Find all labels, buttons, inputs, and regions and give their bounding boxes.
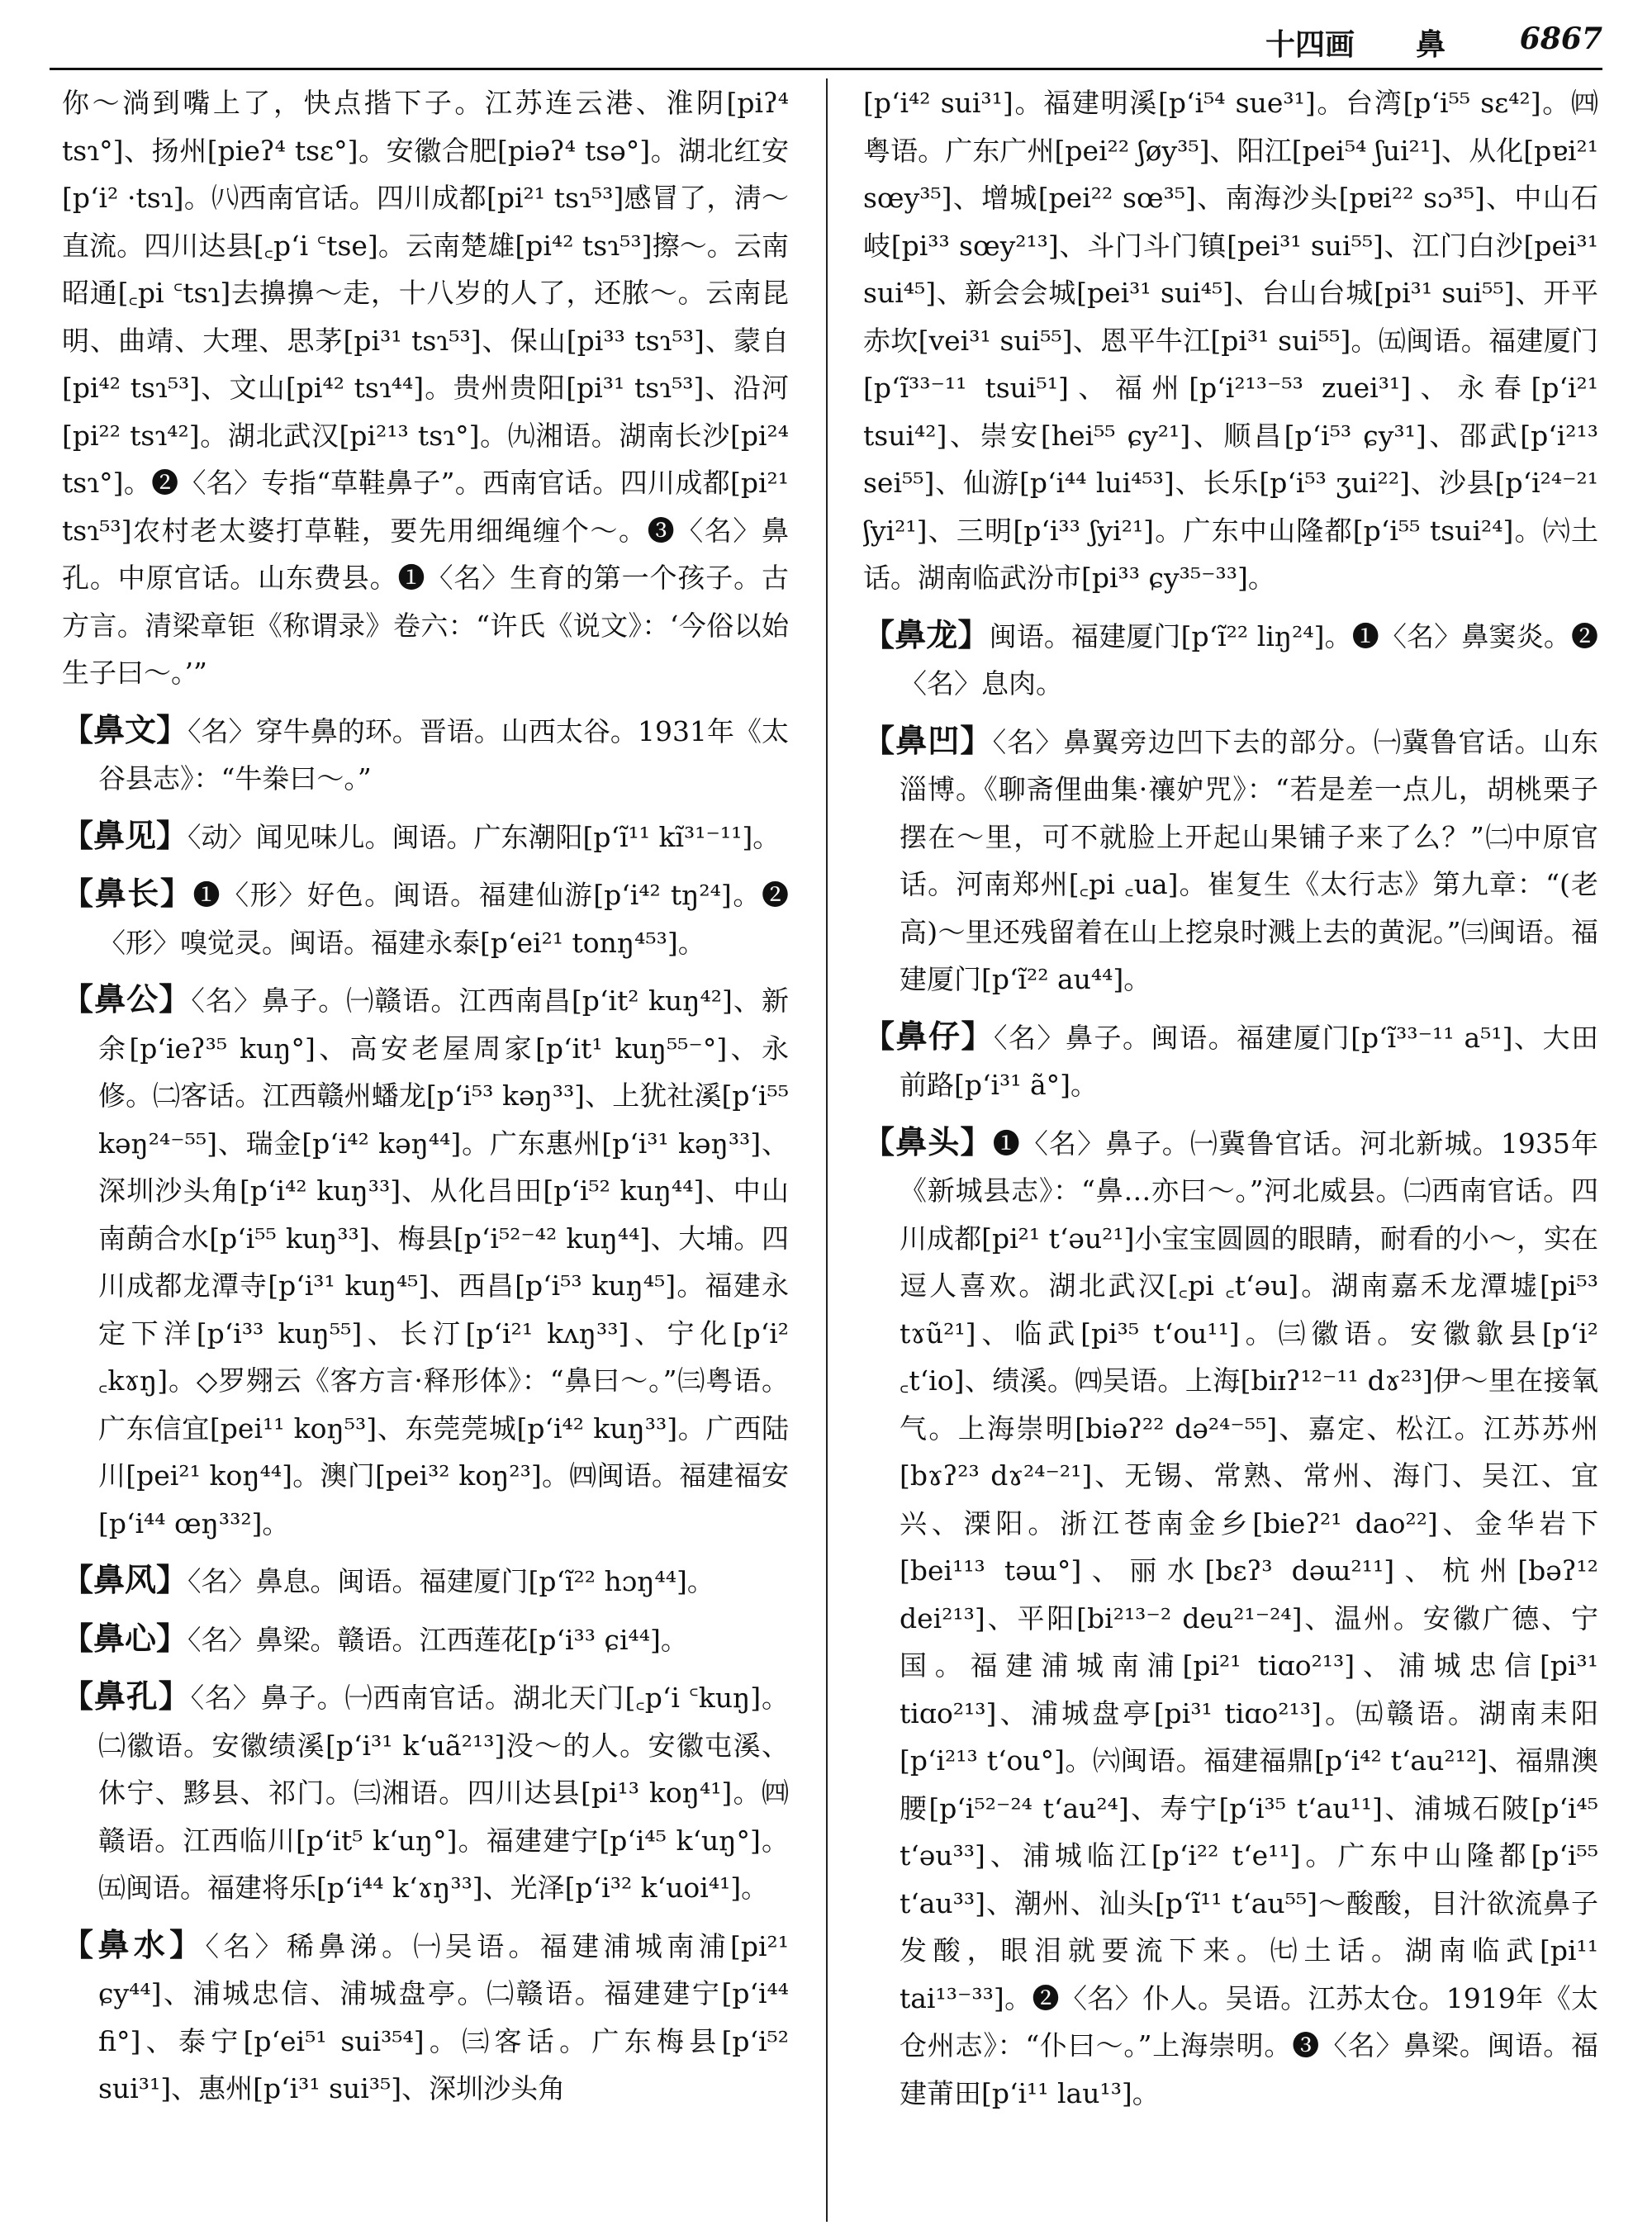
entry-text: ❶〈名〉鼻子。㈠冀鲁官话。河北新城。1935年《新城县志》：“鼻…亦曰～。”河北威县。㈡西南官话。四川成都[pi²¹ tʻəu²¹]小宝宝圆圆的眼睛，耐看的小～，实在逗人喜欢。湖北武汉[꜀pi ꜀tʻəu]。湖南嘉禾龙潭墟[pi⁵³ tɤũ²¹]、临武[pi³⁵ tʻou¹¹]。㈢徽语。安徽歙县[pʻi² ꜀tʻio]、绩溪。㈣吴语。上海[biɪʔ¹²⁻¹¹ dɤ²³]伊～里在接氧气。上海崇明[biəʔ²² də²⁴⁻⁵⁵]、嘉定、松江。江苏苏州[bɤʔ²³ dɤ²⁴⁻²¹]、无锡、常熟、常州、海门、吴江、宜兴、溧阳。浙江苍南金乡[bieʔ²¹ dao²²]、金华岩下[bei¹¹³ təɯ°]、丽水[bɛʔ³ dəɯ²¹¹]、杭州[bəʔ¹² dei²¹³]、平阳[bi²¹³⁻² deu²¹⁻²⁴]、温州。安徽广德、宁国。福建浦城南浦[pi²¹ tiɑo²¹³]、浦城忠信[pi³¹ tiɑo²¹³]、浦城盘亭[pi³¹ tiɑo²¹³]。㈤赣语。湖南耒阳[pʻi²¹³ tʻou°]。㈥闽语。福建福鼎[pʻi⁴² tʻau²¹²]、福鼎澳腰[pʻi⁵²⁻²⁴ tʻau²⁴]、寿宁[pʻi³⁵ tʻau¹¹]、浦城石陂[pʻi⁴⁵ tʻəu³³]、浦城临江[pʻi²² tʻe¹¹]。广东中山隆都[pʻi⁵⁵ tʻau³³]、潮州、汕头[pʻĩ¹¹ tʻau⁵⁵]～酸酸，目汁欲流鼻子发酸，眼泪就要流下来。㈦土话。湖南临武[pi¹¹ tai¹³⁻³³]。❷〈名〉仆人。吴语。江苏太仓。1919年《太仓州志》：“仆曰～。”上海崇明。❸〈名〉鼻梁。闽语。福建莆田[pʻi¹¹ lau¹³]。 (900, 1127, 1598, 2109)
dictionary-entry (863, 78, 1598, 602)
entry-headword: 【鼻凹】 (863, 722, 993, 759)
headword-char: 鼻 (1415, 27, 1446, 62)
entry-text: 〈动〉闻见味儿。闽语。广东潮阳[pʻĩ¹¹ kĩ³¹⁻¹¹]。 (188, 820, 781, 853)
dictionary-entry (62, 78, 789, 697)
dictionary-entry (62, 1557, 789, 1606)
entry-headword: 【鼻见】 (62, 817, 188, 854)
entry-headword: 【鼻水】 (62, 1926, 206, 1963)
dictionary-entry (62, 813, 789, 861)
entry-headword: 【鼻风】 (62, 1562, 188, 1598)
section-label: 十四画 (1265, 27, 1355, 62)
entry-text: 〈名〉鼻子。闽语。福建厦门[pʻĩ³³⁻¹¹ a⁵¹]、大田前路[pʻi³¹ ã°]。 (900, 1021, 1598, 1101)
entry-headword: 【鼻头】 (863, 1123, 993, 1160)
entry-text: 〈名〉鼻子。㈠西南官话。湖北天门[꜀pʻi ꜂kuŋ]。㈡徽语。安徽绩溪[pʻi³¹ kʻuã²¹³]没～的人。安徽屯溪、休宁、黟县、祁门。㈢湘语。四川达县[pi¹³ koŋ⁴¹]。㈣赣语。江西临川[pʻit⁵ kʻuŋ°]。福建建宁[pʻi⁴⁵ kʻuŋ°]。㈤闽语。福建将乐[pʻi⁴⁴ kʻɤŋ³³]、光泽[pʻi³² kʻuoi⁴¹]。 (98, 1682, 789, 1904)
dictionary-entry (62, 1922, 789, 2113)
entry-headword: 【鼻龙】 (863, 616, 990, 653)
page-header (50, 15, 1602, 66)
entry-headword: 【鼻长】 (62, 875, 193, 912)
entry-text: 〈名〉鼻梁。赣语。江西莲花[pʻi³³ ɕi⁴⁴]。 (188, 1623, 688, 1656)
column-divider (826, 78, 828, 2222)
left-column (62, 78, 789, 2222)
dictionary-entry (863, 612, 1598, 708)
dictionary-entry (62, 1616, 789, 1664)
dictionary-entry (62, 1673, 789, 1912)
entry-text: ❶〈形〉好色。闽语。福建仙游[pʻi⁴² tŋ²⁴]。❷〈形〉嗅觉灵。闽语。福建永泰[pʻei²¹ tonŋ⁴⁵³]。 (98, 879, 789, 959)
header-rule (50, 68, 1602, 70)
entry-headword: 【鼻公】 (62, 981, 192, 1018)
right-column (863, 78, 1598, 2222)
entry-text: 〈名〉鼻翼旁边凹下去的部分。㈠冀鲁官话。山东淄博。《聊斋俚曲集·禳妒咒》：“若是差一点儿，胡桃栗子摆在～里，可不就脸上开起山果铺子来了么？”㈡中原官话。河南郑州[꜀pi ꜀ua]。崔复生《太行志》第九章：“(老高)～里还残留着在山上挖泉时溅上去的黄泥。”㈢闽语。福建厦门[pʻĩ²² au⁴⁴]。 (900, 725, 1598, 995)
entry-text: 你～淌到嘴上了，快点揩下子。江苏连云港、淮阴[piʔ⁴ tsɿ°]、扬州[pieʔ⁴ tsɛ°]。安徽合肥[piəʔ⁴ tsə°]。湖北红安[pʻi² ·tsɿ]。㈧西南官话。四川成都[pi²¹ tsɿ⁵³]感冒了，淸～直流。四川达县[꜀pʻi ꜂tse]。云南楚雄[pi⁴² tsɿ⁵³]擦～。云南昭通[꜀pi ꜂tsɿ]去擤擤～走，十八岁的人了，还脓～。云南昆明、曲靖、大理、思茅[pi³¹ tsɿ⁵³]、保山[pi³³ tsɿ⁵³]、蒙自[pi⁴² tsɿ⁵³]、文山[pi⁴² tsɿ⁴⁴]。贵州贵阳[pi³¹ tsɿ⁵³]、沿河[pi²² tsɿ⁴²]。湖北武汉[pi²¹³ tsɿ°]。㈨湘语。湖南长沙[pi²⁴ tsɿ°]。❷〈名〉专指“草鞋鼻子”。西南官话。四川成都[pi²¹ tsɿ⁵³]农村老太婆打草鞋，要先用细绳缠个～。❸〈名〉鼻孔。中原官话。山东费县。❶〈名〉生育的第一个孩子。古方言。清梁章钜《称谓录》卷六：“许氏《说文》：‘今俗以始生子曰～。’” (62, 87, 789, 689)
entry-text: 〈名〉稀鼻涕。㈠吴语。福建浦城南浦[pi²¹ ɕy⁴⁴]、浦城忠信、浦城盘亭。㈡赣语。福建建宁[pʻi⁴⁴ fi°]、泰宁[pʻei⁵¹ sui³⁵⁴]。㈢客话。广东梅县[pʻi⁵² sui³¹]、惠州[pʻi³¹ sui³⁵]、深圳沙头角 (98, 1929, 789, 2104)
entry-headword: 【鼻文】 (62, 711, 188, 748)
entry-text: 〈名〉鼻息。闽语。福建厦门[pʻĩ²² hɔŋ⁴⁴]。 (188, 1565, 714, 1597)
dictionary-entry (62, 707, 789, 803)
page-number: 6867 (1519, 21, 1602, 56)
entry-text: 〈名〉穿牛鼻的环。晋语。山西太谷。1931年《太谷县志》：“牛桊曰～。” (98, 714, 789, 795)
dictionary-entry (62, 976, 789, 1547)
entry-text: [pʻi⁴² sui³¹]。福建明溪[pʻi⁵⁴ sue³¹]。台湾[pʻi⁵⁵ sɛ⁴²]。㈣粤语。广东广州[pei²² ʃøy³⁵]、阳江[pei⁵⁴ ʃui²¹]、从化[pɐi²¹ sœy³⁵]、增城[pei²² sœ³⁵]、南海沙头[pɐi²² sɔ³⁵]、中山石岐[pi³³ sœy²¹³]、斗门斗门镇[pei³¹ sui⁵⁵]、江门白沙[pei³¹ sui⁴⁵]、新会会城[pei³¹ sui⁴⁵]、台山台城[pi³¹ sui⁵⁵]、开平赤坎[vei³¹ sui⁵⁵]、恩平牛江[pi³¹ sui⁵⁵]。㈤闽语。福建厦门[pʻĩ³³⁻¹¹ tsui⁵¹]、福州[pʻi²¹³⁻⁵³ zuei³¹]、永春[pʻi²¹ tsui⁴²]、崇安[hei⁵⁵ ɕy²¹]、顺昌[pʻi⁵³ ɕy³¹]、邵武[pʻi²¹³ sei⁵⁵]、仙游[pʻi⁴⁴ lui⁴⁵³]、长乐[pʻi⁵³ ʒui²²]、沙县[pʻi²⁴⁻²¹ ʃyi²¹]、三明[pʻi³³ ʃyi²¹]。广东中山隆都[pʻi⁵⁵ tsui²⁴]。㈥土话。湖南临武汾市[pi³³ ɕy³⁵⁻³³]。 (863, 87, 1598, 594)
dictionary-entry (62, 871, 789, 966)
entry-headword: 【鼻心】 (62, 1620, 188, 1657)
dictionary-entry (863, 1013, 1598, 1109)
dictionary-entry (863, 1119, 1598, 2118)
entry-text: 〈名〉鼻子。㈠赣语。江西南昌[pʻit² kuŋ⁴²]、新余[pʻieʔ³⁵ kuŋ°]、高安老屋周家[pʻit¹ kuŋ⁵⁵⁻°]、永修。㈡客话。江西赣州蟠龙[pʻi⁵³ kəŋ³³]、上犹社溪[pʻi⁵⁵ kəŋ²⁴⁻⁵⁵]、瑞金[pʻi⁴² kəŋ⁴⁴]。广东惠州[pʻi³¹ kəŋ³³]、深圳沙头角[pʻi⁴² kuŋ³³]、从化吕田[pʻi⁵² kuŋ⁴⁴]、中山南蓢合水[pʻi⁵⁵ kuŋ³³]、梅县[pʻi⁵²⁻⁴² kuŋ⁴⁴]、大埔。四川成都龙潭寺[pʻi³¹ kuŋ⁴⁵]、西昌[pʻi⁵³ kuŋ⁴⁵]。福建永定下洋[pʻi³³ kuŋ⁵⁵]、长汀[pʻi²¹ kʌŋ³³]、宁化[pʻi² ꜀kɤŋ]。◇罗翙云《客方言·释形体》：“鼻曰～。”㈢粤语。广东信宜[pei¹¹ koŋ⁵³]、东莞莞城[pʻi⁴² kuŋ³³]。广西陆川[pei²¹ koŋ⁴⁴]。澳门[pei³² koŋ²³]。㈣闽语。福建福安[pʻi⁴⁴ œŋ³³²]。 (98, 985, 789, 1540)
dictionary-entry (863, 718, 1598, 1004)
entry-headword: 【鼻仔】 (863, 1018, 995, 1055)
entry-headword: 【鼻孔】 (62, 1678, 191, 1715)
entry-text: 闽语。福建厦门[pʻĩ²² liŋ²⁴]。❶〈名〉鼻窦炎。❷〈名〉息肉。 (900, 619, 1598, 700)
